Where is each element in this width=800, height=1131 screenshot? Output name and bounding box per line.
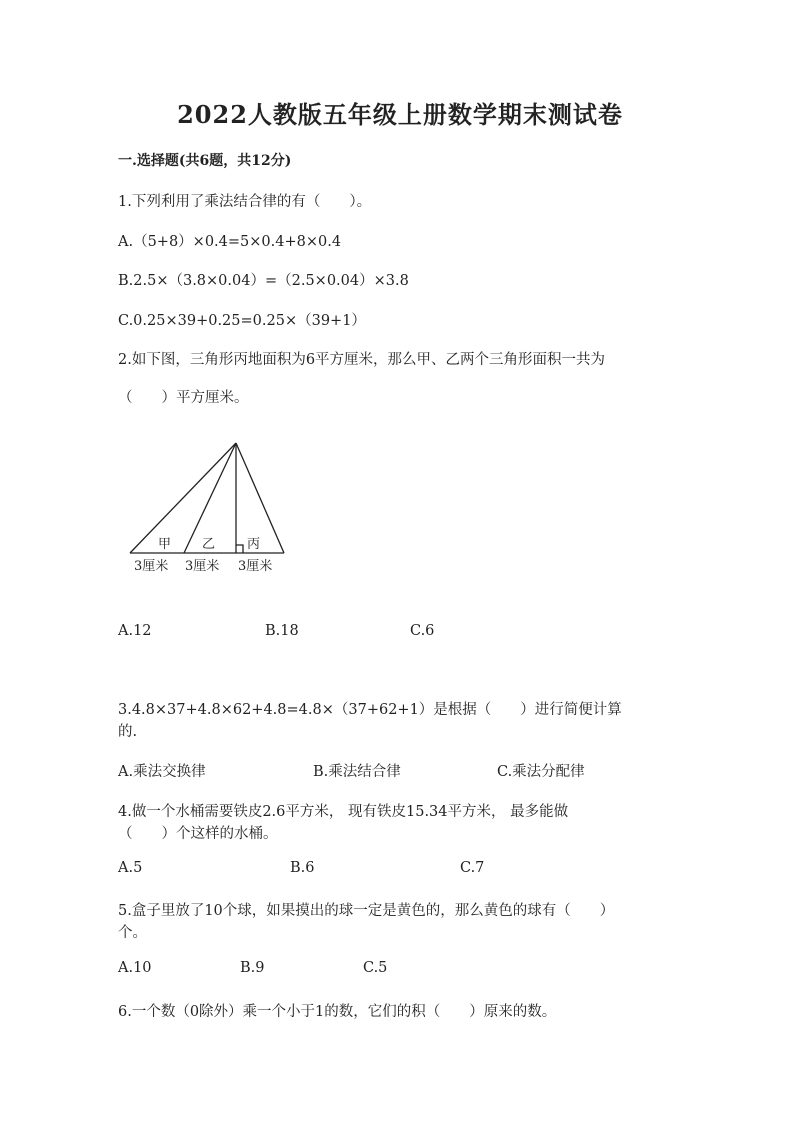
question-2-stem: 2.如下图，三角形丙地面积为6平方厘米，那么甲、乙两个三角形面积一共为 (118, 352, 606, 368)
figure-edge-left (130, 443, 236, 553)
question-2-option-b: B.18 (265, 623, 299, 639)
label-yi: 乙 (202, 537, 216, 552)
question-5-stem: 5.盒子里放了10个球，如果摸出的球一定是黄色的，那么黄色的球有（ ） (118, 903, 615, 919)
page-title: 2022人教版五年级上册数学期末测试卷 (177, 100, 623, 129)
question-3-stem: 3.4.8×37+4.8×62+4.8=4.8×（37+62+1）是根据（ ）进行简便计算 (118, 702, 622, 718)
right-angle-mark (236, 545, 243, 553)
question-1-stem: 1.下列利用了乘法结合律的有（ ）。 (118, 194, 372, 210)
question-4-stem: 4.做一个水桶需要铁皮2.6平方米， 现有铁皮15.34平方米， 最多能做 (118, 804, 569, 820)
question-3-stem-cont: 的. (118, 724, 138, 740)
label-jia: 甲 (158, 537, 172, 552)
question-4-option-b: B.6 (290, 860, 315, 876)
question-1-option-b: B.2.5×（3.8×0.04）=（2.5×0.04）×3.8 (118, 273, 409, 289)
base-label-2: 3厘米 (185, 559, 220, 574)
question-2-stem-cont: （ ）平方厘米。 (118, 390, 249, 406)
question-3-option-a: A.乘法交换律 (118, 764, 206, 780)
question-1-option-a: A.（5+8）×0.4=5×0.4+8×0.4 (118, 234, 342, 250)
label-bing: 丙 (247, 537, 261, 552)
base-label-1: 3厘米 (134, 559, 169, 574)
question-2-option-a: A.12 (118, 623, 152, 639)
question-5-option-c: C.5 (363, 960, 388, 976)
question-4-stem-cont: （ ）个这样的水桶。 (118, 826, 278, 842)
question-3-option-c: C.乘法分配律 (497, 764, 585, 780)
section-heading: 一.选择题(共6题，共12分) (118, 153, 292, 169)
base-label-3: 3厘米 (238, 559, 273, 574)
question-4-option-c: C.7 (460, 860, 485, 876)
question-3-option-b: B.乘法结合律 (313, 764, 401, 780)
question-4-option-a: A.5 (118, 860, 143, 876)
question-6-stem: 6.一个数（0除外）乘一个小于1的数，它们的积（ ）原来的数。 (118, 1004, 557, 1020)
question-5-option-b: B.9 (240, 960, 265, 976)
triangle-figure (120, 435, 300, 580)
question-2-option-c: C.6 (410, 623, 435, 639)
question-5-stem-cont: 个。 (118, 925, 147, 941)
question-1-option-c: C.0.25×39+0.25=0.25×（39+1） (118, 313, 366, 329)
question-5-option-a: A.10 (118, 960, 152, 976)
